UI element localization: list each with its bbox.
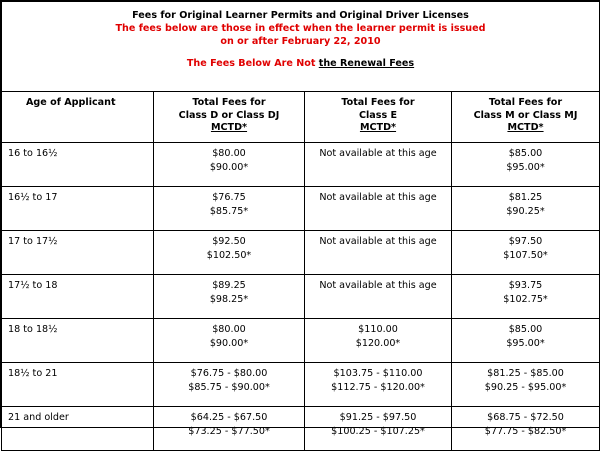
header-class-m-line3: MCTD*	[507, 122, 544, 133]
class-e-cell: Not available at this age	[305, 143, 452, 187]
class-d-cell: $64.25 - $67.50 $73.25 - $77.50*	[154, 407, 305, 451]
header-class-d-line3: MCTD*	[210, 122, 248, 133]
age-cell: 16½ to 17	[2, 187, 154, 231]
class-m-cell: $81.25 $90.25*	[452, 187, 600, 231]
header-class-e-line3: MCTD*	[359, 122, 397, 133]
class-e-cell: Not available at this age	[305, 275, 452, 319]
title-line-4	[2, 57, 599, 70]
header-class-m-line1: Total Fees for	[488, 97, 563, 108]
age-cell: 16 to 16½	[2, 143, 154, 187]
fees-table	[1, 1, 600, 451]
table-row	[2, 187, 600, 231]
header-class-d-line2: Class D or Class DJ	[178, 109, 280, 121]
table-row	[2, 143, 600, 187]
table-row	[2, 363, 600, 407]
header-class-e	[305, 92, 452, 143]
age-cell: 18½ to 21	[2, 363, 154, 407]
table-row	[2, 407, 600, 451]
age-cell: 21 and older	[2, 407, 154, 451]
header-class-m	[452, 92, 600, 143]
age-cell: 17 to 17½	[2, 231, 154, 275]
table-row	[2, 319, 600, 363]
table-row	[2, 275, 600, 319]
class-e-cell: Not available at this age	[305, 187, 452, 231]
class-e-cell: $91.25 - $97.50 $100.25 - $107.25*	[305, 407, 452, 451]
title-spacer	[2, 48, 599, 57]
header-class-e-line2: Class E	[358, 109, 398, 121]
class-d-cell: $80.00 $90.00*	[154, 143, 305, 187]
class-d-cell: $80.00 $90.00*	[154, 319, 305, 363]
class-m-cell: $93.75 $102.75*	[452, 275, 600, 319]
header-class-e-line1: Total Fees for	[341, 97, 415, 108]
table-title	[2, 2, 600, 92]
class-m-cell: $68.75 - $72.50 $77.75 - $82.50*	[452, 407, 600, 451]
class-d-cell: $92.50 $102.50*	[154, 231, 305, 275]
title-line-4-prefix: The Fees Below Are Not	[186, 58, 319, 69]
title-line-3: on or after February 22, 2010	[220, 36, 381, 47]
age-cell: 18 to 18½	[2, 319, 154, 363]
class-e-cell: $103.75 - $110.00 $112.75 - $120.00*	[305, 363, 452, 407]
title-line-1: Fees for Original Learner Permits and Original Driver Licenses	[132, 10, 469, 21]
class-d-cell: $89.25 $98.25*	[154, 275, 305, 319]
header-age: Age of Applicant	[2, 92, 154, 143]
age-cell: 17½ to 18	[2, 275, 154, 319]
class-m-cell: $81.25 - $85.00 $90.25 - $95.00*	[452, 363, 600, 407]
title-line-4-underlined: the Renewal Fees	[318, 58, 415, 69]
class-d-cell: $76.75 - $80.00 $85.75 - $90.00*	[154, 363, 305, 407]
class-e-cell: $110.00 $120.00*	[305, 319, 452, 363]
header-class-d	[154, 92, 305, 143]
table-row	[2, 231, 600, 275]
title-line-2: The fees below are those in effect when the learner permit is issued	[115, 23, 486, 34]
class-m-cell: $97.50 $107.50*	[452, 231, 600, 275]
class-m-cell: $85.00 $95.00*	[452, 143, 600, 187]
class-m-cell: $85.00 $95.00*	[452, 319, 600, 363]
class-e-cell: Not available at this age	[305, 231, 452, 275]
class-d-cell: $76.75 $85.75*	[154, 187, 305, 231]
header-class-m-line2: Class M or Class MJ	[473, 109, 578, 121]
header-class-d-line1: Total Fees for	[192, 97, 266, 108]
